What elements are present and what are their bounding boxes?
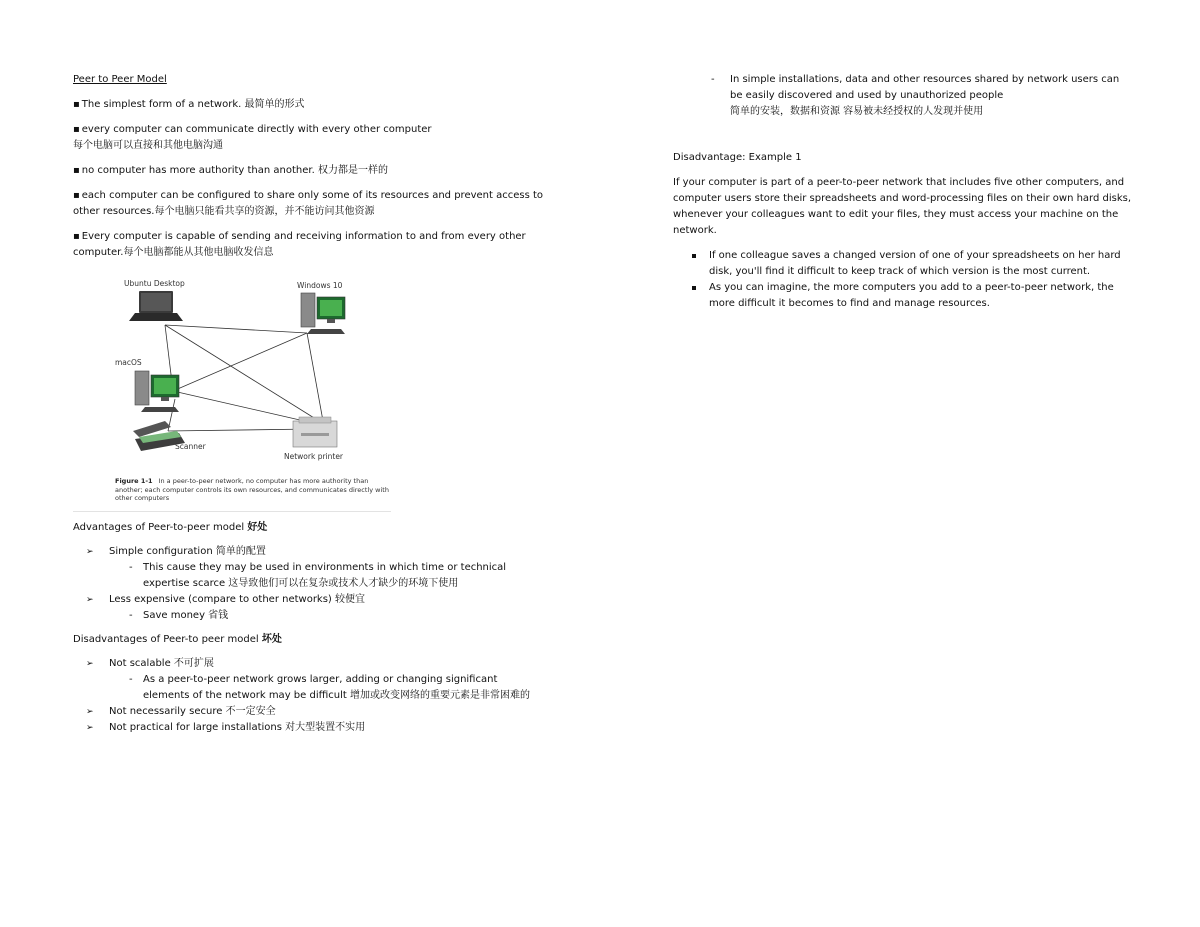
example-heading: Disadvantage: Example 1 <box>673 152 802 163</box>
left-column <box>73 72 543 736</box>
bullet-dot: ▪ <box>73 124 80 135</box>
bullet-dot: ▪ <box>73 190 80 201</box>
bullet-dot: ▪ <box>73 165 80 176</box>
figure-caption-text: In a peer-to-peer network, no computer has more authority than another; each computer controls its own resources, and communicates directly with other computers <box>115 477 389 502</box>
disadvantages-heading: Disadvantages of Peer-to peer model 坏处 <box>73 634 282 645</box>
windows-desktop-icon <box>301 293 345 334</box>
advantage-simple-config: ➢ Simple configuration 简单的配置 <box>73 544 543 560</box>
security-dash-item: - In simple installations, data and other resources shared by network users can be easily discovered and used by unauthorized people 简单的安装，数据和资源 容易被未经授权的人发现并使用 <box>673 72 1133 120</box>
bullet-dot: ▪ <box>73 99 80 110</box>
example-bullet-1: If one colleague saves a changed version of one of your spreadsheets on her hard disk, you'll find it difficult to keep track of which version is the most current. <box>673 248 1133 280</box>
disadvantage-not-secure: ➢ Not necessarily secure 不一定安全 <box>73 704 543 720</box>
scanner-label: Scanner <box>175 442 206 451</box>
advantage-simple-config-detail: - This cause they may be used in environments in which time or technical expertise scarce 这导致他们可以在复杂或技术人才缺少的环境下使用 <box>73 560 543 592</box>
disadvantage-not-scalable: ➢ Not scalable 不可扩展 <box>73 656 543 672</box>
bullet-dot: ▪ <box>73 231 80 242</box>
right-column <box>673 72 1133 312</box>
bullet-authority: ▪ no computer has more authority than another. 权力都是一样的 <box>73 165 388 176</box>
advantages-heading: Advantages of Peer-to-peer model 好处 <box>73 522 268 533</box>
macos-label: macOS <box>115 358 142 367</box>
network-diagram <box>73 271 391 477</box>
disadvantage-not-practical: ➢ Not practical for large installations 对大型装置不实用 <box>73 720 543 736</box>
bullet-communicate: ▪ every computer can communicate directly with every other computer 每个电脑可以直接和其他电脑沟通 <box>73 124 432 151</box>
ubuntu-laptop-icon <box>129 291 183 321</box>
figure-caption-label: Figure 1-1 <box>115 477 153 485</box>
advantage-less-expensive: ➢ Less expensive (compare to other networks) 较便宜 <box>73 592 543 608</box>
macos-desktop-icon <box>135 371 179 412</box>
example-paragraph: If your computer is part of a peer-to-peer network that includes five other computers, and computer users store their spreadsheets and word-processing files on their own hard disks, whenever your colleagues want to edit your files, they must access your machine on the network. <box>673 177 1132 236</box>
spacer <box>673 120 1133 150</box>
section-title: Peer to Peer Model <box>73 74 167 85</box>
printer-icon <box>293 417 337 447</box>
example-bullet-2: As you can imagine, the more computers you add to a peer-to-peer network, the more difficult it becomes to find and manage resources. <box>673 280 1133 312</box>
bullet-send-receive: ▪ Every computer is capable of sending and receiving information to and from every other computer.每个电脑都能从其他电脑收发信息 <box>73 231 526 258</box>
figure-caption <box>115 477 391 503</box>
printer-label: Network printer <box>284 452 344 461</box>
disadvantage-not-scalable-detail: - As a peer-to-peer network grows larger, adding or changing significant elements of the network may be difficult 增加或改变网络的重要元素是非常困难的 <box>73 672 543 704</box>
network-figure <box>73 271 391 512</box>
bullet-simplest: ▪ The simplest form of a network. 最简单的形式 <box>73 99 305 110</box>
windows-label: Windows 10 <box>297 281 343 290</box>
ubuntu-label: Ubuntu Desktop <box>124 279 185 288</box>
bullet-share: ▪ each computer can be configured to share only some of its resources and prevent access to other resources.每个电脑只能看共享的资源，并不能访问其他资源 <box>73 190 544 217</box>
advantage-save-money: - Save money 省钱 <box>73 608 543 624</box>
